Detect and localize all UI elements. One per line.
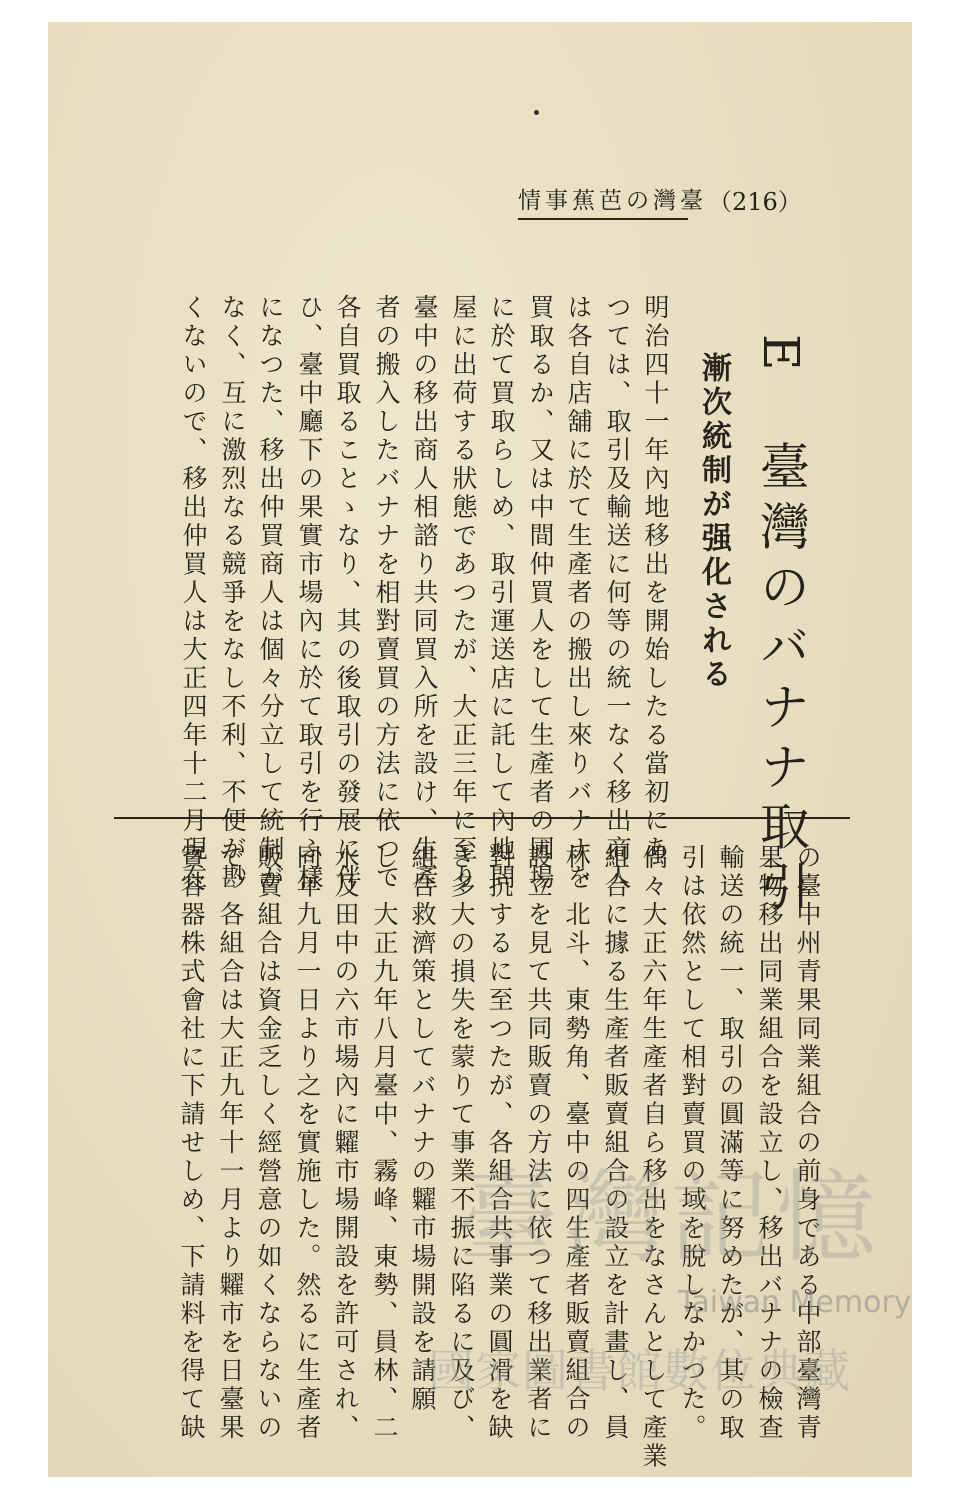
text-column: で、各組合は大正九年十一月より糶市を日臺果 [216, 844, 245, 1443]
text-column: 林、北斗、東勢角、臺中の四生產者販賣組合の [562, 844, 591, 1443]
watermark-english: Taiwan Memory [678, 1285, 912, 1320]
text-column: は各自店舖に於て生產者の搬出し來りバナナを [564, 294, 593, 893]
text-column: き多大の損失を蒙りて事業不振に陷るに及び、 [447, 844, 476, 1443]
text-column: 設立を見て共同販賣の方法に依つて移出業者に [524, 844, 553, 1443]
text-column: 屋に出荷する狀態であつたが、大正三年に至り [449, 294, 478, 893]
text-column: つては、取引及輸送に何等の統一なく移出商人 [603, 294, 632, 893]
text-column: し、大正九年八月臺中、霧峰、東勢、員林、二 [370, 844, 399, 1443]
text-column: 者の搬入したバナナを相對賣買の方法に依つて [372, 294, 401, 893]
text-column: 臺中の移出商人相諮り共同買入所を設け、生產 [410, 294, 439, 893]
section-subtitle: 漸次統制が强化される [696, 352, 731, 692]
text-column: くないので、移出仲買人は大正四年十二月現在 [179, 294, 208, 893]
text-column: の臺中州青果同業組合の前身である中部臺灣青 [793, 844, 822, 1443]
text-column: 水及田中の六市場內に糶市場開設を許可され、 [331, 844, 360, 1443]
text-column: 輸送の統一、取引の圓滿等に努めたが、其の取 [716, 844, 745, 1443]
text-column: 各自買取ることゝなり、其の後取引の發展に伴 [333, 294, 362, 893]
running-header [518, 182, 808, 222]
printed-dot [534, 110, 539, 115]
running-title: 臺灣の芭蕉事情 [518, 188, 707, 214]
text-column: ひ、臺中廳下の果實市場內に於て取引を行ふ樣 [295, 294, 324, 893]
text-column: 果物移出同業組合を設立し、移出バナナの檢查 [755, 844, 784, 1443]
text-column: 組合救濟策としてバナナの糶市場開設を請願 [408, 844, 437, 1414]
text-column: 對抗するに至つたが、各組合共事業の圓滑を缺 [485, 844, 514, 1443]
text-column: 同年九月一日より之を實施した。然るに生產者 [293, 844, 322, 1443]
page-number: （216） [708, 188, 802, 216]
text-column: 引は依然として相對賣買の域を脫しなかつた。 [678, 844, 707, 1443]
text-column: 販賣組合は資金乏しく經營意の如くならないの [254, 844, 283, 1443]
text-column: 買取るか、又は中間仲買人をして生產者の圃場 [526, 294, 555, 893]
watermark-chinese: 國家圖書館數位典藏 [428, 1344, 851, 1398]
text-column: になつた、移出仲買商人は個々分立して統制が [256, 294, 285, 893]
header-rule [518, 218, 688, 220]
text-column: 明治四十一年內地移出を開始したる當初にあ [641, 294, 670, 864]
section-title: E 臺灣のバナナ取引 [752, 334, 810, 921]
text-column: 實容器株式會社に下請せしめ、下請料を得て缺 [177, 844, 206, 1443]
text-column: 偶々大正六年生產者自ら移出をなさんとして產業 [639, 844, 668, 1471]
text-column: に於て買取らしめ、取引運送店に託して內地問 [487, 294, 516, 893]
section-divider [114, 817, 850, 819]
text-column: 組合に據る生產者販賣組合の設立を計畫し、員 [601, 844, 630, 1443]
text-column: なく、互に激烈なる競爭をなし不利、不便が尠 [218, 294, 247, 893]
scanned-page [48, 22, 912, 1477]
library-watermark [428, 1137, 912, 1398]
watermark-logo-text: 臺灣記憶 [458, 1159, 882, 1276]
